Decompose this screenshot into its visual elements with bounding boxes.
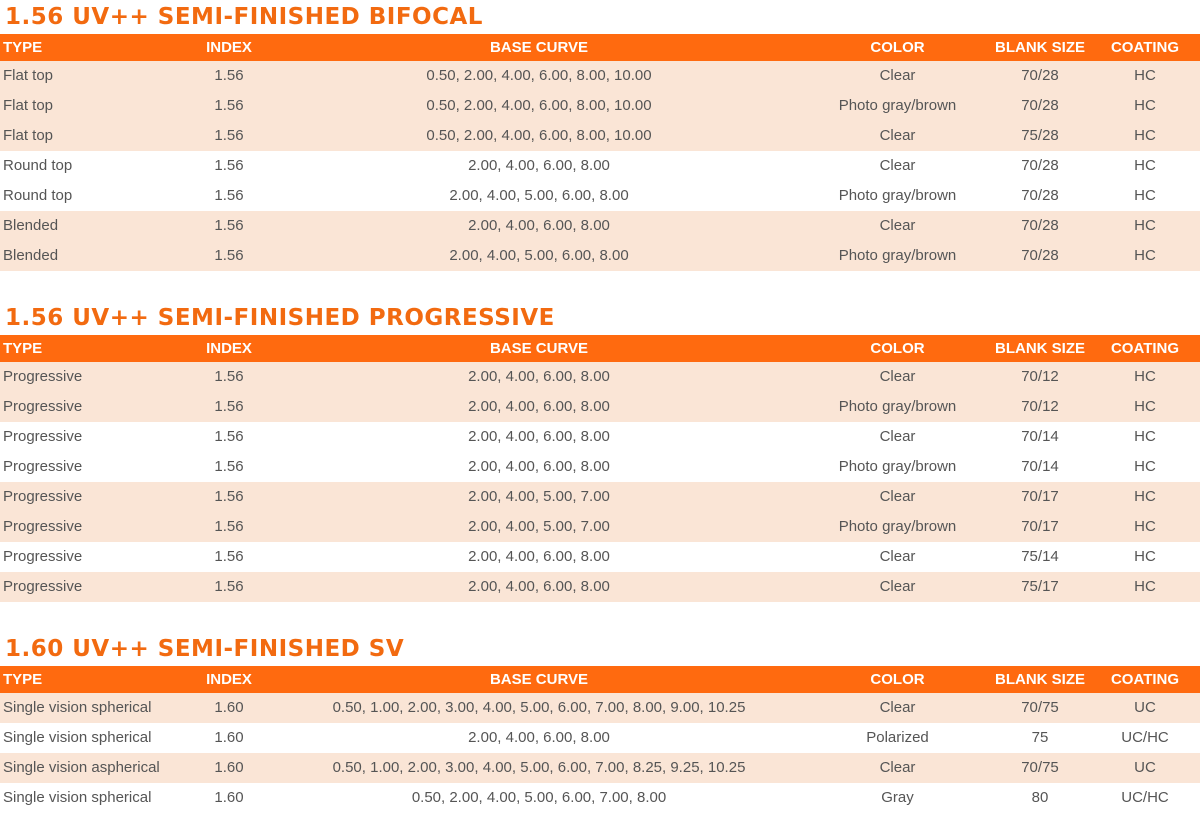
cell-index: 1.56	[185, 482, 273, 512]
cell-type: Single vision spherical	[3, 729, 152, 746]
header-blank-size: BLANK SIZE	[990, 34, 1090, 61]
cell-coating: UC	[1090, 693, 1200, 723]
cell-index: 1.56	[185, 121, 273, 151]
section-title: 1.60 UV++ SEMI-FINISHED SV	[5, 636, 405, 662]
cell-index: 1.56	[185, 61, 273, 91]
cell-color: Photo gray/brown	[838, 458, 957, 475]
cell-base-curve: 2.00, 4.00, 6.00, 8.00	[468, 729, 610, 746]
cell-blank-size: 75/17	[990, 572, 1090, 602]
cell-coating: HC	[1090, 572, 1200, 602]
table-row	[0, 542, 1200, 572]
cell-coating: HC	[1090, 482, 1200, 512]
cell-color: Clear	[805, 362, 990, 392]
cell-index: 1.56	[214, 458, 244, 475]
cell-index: 1.56	[214, 428, 244, 445]
table-row	[0, 693, 1200, 723]
cell-type: Round top	[3, 187, 73, 204]
cell-index: 1.56	[185, 91, 273, 121]
cell-type: Blended	[0, 211, 185, 241]
cell-blank-size: 70/28	[990, 241, 1090, 271]
spec-table	[0, 34, 1200, 271]
cell-type: Flat top	[0, 91, 185, 121]
header-color: COLOR	[805, 666, 990, 693]
cell-base-curve: 2.00, 4.00, 6.00, 8.00	[468, 458, 610, 475]
section-progressive	[0, 301, 1200, 602]
cell-blank-size: 70/12	[990, 392, 1090, 422]
cell-coating: HC	[1090, 211, 1200, 241]
table-row	[0, 91, 1200, 121]
cell-type: Progressive	[0, 572, 185, 602]
cell-type: Single vision aspherical	[0, 753, 185, 783]
cell-blank-size: 70/17	[990, 482, 1090, 512]
cell-base-curve: 0.50, 2.00, 4.00, 5.00, 6.00, 7.00, 8.00	[411, 789, 667, 806]
cell-color: Clear	[879, 428, 916, 445]
cell-blank-size: 70/75	[990, 753, 1090, 783]
cell-blank-size: 75/28	[990, 121, 1090, 151]
header-coating: COATING	[1090, 335, 1200, 362]
cell-color: Gray	[881, 789, 914, 806]
header-type: TYPE	[0, 34, 185, 61]
section-title: 1.56 UV++ SEMI-FINISHED PROGRESSIVE	[5, 305, 555, 331]
table-row	[0, 512, 1200, 542]
cell-color: Photo gray/brown	[805, 241, 990, 271]
cell-coating: HC	[1090, 121, 1200, 151]
cell-color: Photo gray/brown	[805, 91, 990, 121]
cell-color: Photo gray/brown	[805, 512, 990, 542]
table-row	[0, 151, 1200, 181]
cell-color: Clear	[805, 693, 990, 723]
table-row	[0, 181, 1200, 211]
cell-color: Polarized	[866, 729, 929, 746]
spec-table	[0, 666, 1200, 813]
section-sv	[0, 632, 1200, 813]
cell-index: 1.60	[185, 693, 273, 723]
cell-type: Single vision spherical	[3, 789, 152, 806]
cell-blank-size: 70/28	[990, 61, 1090, 91]
table-row	[0, 482, 1200, 512]
table-row	[0, 572, 1200, 602]
header-type: TYPE	[0, 666, 185, 693]
cell-type: Flat top	[0, 61, 185, 91]
cell-base-curve: 2.00, 4.00, 6.00, 8.00	[273, 572, 805, 602]
cell-type: Blended	[0, 241, 185, 271]
cell-type: Progressive	[3, 428, 83, 445]
header-base-curve: BASE CURVE	[273, 34, 805, 61]
cell-coating: HC	[1134, 428, 1156, 445]
cell-coating: HC	[1090, 512, 1200, 542]
header-index: INDEX	[185, 34, 273, 61]
cell-index: 1.56	[185, 211, 273, 241]
table-row	[0, 362, 1200, 392]
cell-base-curve: 2.00, 4.00, 5.00, 7.00	[273, 482, 805, 512]
cell-base-curve: 2.00, 4.00, 5.00, 7.00	[273, 512, 805, 542]
cell-index: 1.56	[185, 241, 273, 271]
cell-base-curve: 2.00, 4.00, 6.00, 8.00	[273, 211, 805, 241]
header-color: COLOR	[805, 34, 990, 61]
cell-base-curve: 2.00, 4.00, 6.00, 8.00	[273, 392, 805, 422]
table-row	[0, 211, 1200, 241]
cell-base-curve: 2.00, 4.00, 6.00, 8.00	[468, 157, 610, 174]
cell-blank-size: 70/28	[990, 91, 1090, 121]
header-blank-size: BLANK SIZE	[990, 666, 1090, 693]
table-header-row	[0, 335, 1200, 362]
cell-blank-size: 75/14	[1021, 548, 1059, 565]
cell-coating: HC	[1134, 458, 1156, 475]
cell-base-curve: 0.50, 2.00, 4.00, 6.00, 8.00, 10.00	[273, 121, 805, 151]
cell-type: Progressive	[3, 548, 83, 565]
section-bifocal	[0, 0, 1200, 271]
cell-blank-size: 70/14	[1021, 428, 1059, 445]
cell-type: Progressive	[0, 482, 185, 512]
header-color: COLOR	[805, 335, 990, 362]
cell-coating: HC	[1134, 157, 1156, 174]
table-row	[0, 241, 1200, 271]
table-row	[0, 61, 1200, 91]
header-coating: COATING	[1090, 666, 1200, 693]
cell-index: 1.56	[214, 548, 244, 565]
cell-color: Photo gray/brown	[805, 392, 990, 422]
cell-blank-size: 80	[1031, 789, 1049, 806]
cell-coating: HC	[1090, 392, 1200, 422]
cell-coating: UC/HC	[1121, 729, 1169, 746]
cell-index: 1.60	[214, 729, 244, 746]
header-blank-size: BLANK SIZE	[990, 335, 1090, 362]
cell-blank-size: 70/12	[990, 362, 1090, 392]
cell-type: Flat top	[0, 121, 185, 151]
cell-blank-size: 70/17	[990, 512, 1090, 542]
cell-coating: HC	[1090, 362, 1200, 392]
cell-base-curve: 2.00, 4.00, 6.00, 8.00	[468, 548, 610, 565]
cell-color: Clear	[805, 211, 990, 241]
cell-index: 1.56	[185, 392, 273, 422]
table-row	[0, 753, 1200, 783]
table-header-row	[0, 666, 1200, 693]
cell-blank-size: 70/14	[1021, 458, 1059, 475]
header-coating: COATING	[1090, 34, 1200, 61]
cell-color: Clear	[805, 121, 990, 151]
cell-color: Clear	[805, 572, 990, 602]
table-row	[0, 392, 1200, 422]
cell-color: Clear	[879, 548, 916, 565]
table-row	[0, 723, 1200, 753]
cell-base-curve: 0.50, 2.00, 4.00, 6.00, 8.00, 10.00	[273, 91, 805, 121]
cell-blank-size: 70/28	[1021, 187, 1059, 204]
cell-index: 1.56	[214, 187, 244, 204]
cell-color: Clear	[805, 61, 990, 91]
cell-coating: UC/HC	[1121, 789, 1169, 806]
cell-coating: UC	[1090, 753, 1200, 783]
table-row	[0, 452, 1200, 482]
cell-coating: HC	[1090, 241, 1200, 271]
cell-blank-size: 75	[1031, 729, 1049, 746]
cell-color: Clear	[805, 753, 990, 783]
cell-blank-size: 70/28	[1021, 157, 1059, 174]
cell-type: Progressive	[3, 458, 83, 475]
cell-coating: HC	[1090, 91, 1200, 121]
cell-index: 1.60	[185, 753, 273, 783]
cell-coating: HC	[1134, 187, 1156, 204]
header-index: INDEX	[185, 335, 273, 362]
cell-index: 1.56	[185, 362, 273, 392]
table-row	[0, 121, 1200, 151]
cell-type: Progressive	[0, 392, 185, 422]
cell-type: Round top	[3, 157, 73, 174]
header-base-curve: BASE CURVE	[273, 666, 805, 693]
cell-index: 1.56	[185, 512, 273, 542]
cell-base-curve: 2.00, 4.00, 5.00, 6.00, 8.00	[273, 241, 805, 271]
cell-type: Progressive	[0, 362, 185, 392]
cell-base-curve: 2.00, 4.00, 6.00, 8.00	[273, 362, 805, 392]
cell-base-curve: 2.00, 4.00, 5.00, 6.00, 8.00	[449, 187, 629, 204]
cell-color: Photo gray/brown	[838, 187, 957, 204]
cell-index: 1.56	[214, 157, 244, 174]
cell-blank-size: 70/75	[990, 693, 1090, 723]
cell-base-curve: 0.50, 1.00, 2.00, 3.00, 4.00, 5.00, 6.00, 7.00, 8.00, 9.00, 10.25	[273, 693, 805, 723]
table-header-row	[0, 34, 1200, 61]
cell-color: Clear	[879, 157, 916, 174]
cell-type: Progressive	[0, 512, 185, 542]
cell-coating: HC	[1090, 61, 1200, 91]
table-row	[0, 422, 1200, 452]
cell-color: Clear	[805, 482, 990, 512]
spec-table	[0, 335, 1200, 602]
cell-blank-size: 70/28	[990, 211, 1090, 241]
table-row	[0, 783, 1200, 813]
header-base-curve: BASE CURVE	[273, 335, 805, 362]
cell-base-curve: 2.00, 4.00, 6.00, 8.00	[468, 428, 610, 445]
cell-coating: HC	[1134, 548, 1156, 565]
cell-index: 1.60	[214, 789, 244, 806]
cell-base-curve: 0.50, 2.00, 4.00, 6.00, 8.00, 10.00	[273, 61, 805, 91]
header-index: INDEX	[185, 666, 273, 693]
cell-type: Single vision spherical	[0, 693, 185, 723]
header-type: TYPE	[0, 335, 185, 362]
section-title: 1.56 UV++ SEMI-FINISHED BIFOCAL	[5, 4, 483, 30]
cell-index: 1.56	[185, 572, 273, 602]
cell-base-curve: 0.50, 1.00, 2.00, 3.00, 4.00, 5.00, 6.00, 7.00, 8.25, 9.25, 10.25	[273, 753, 805, 783]
